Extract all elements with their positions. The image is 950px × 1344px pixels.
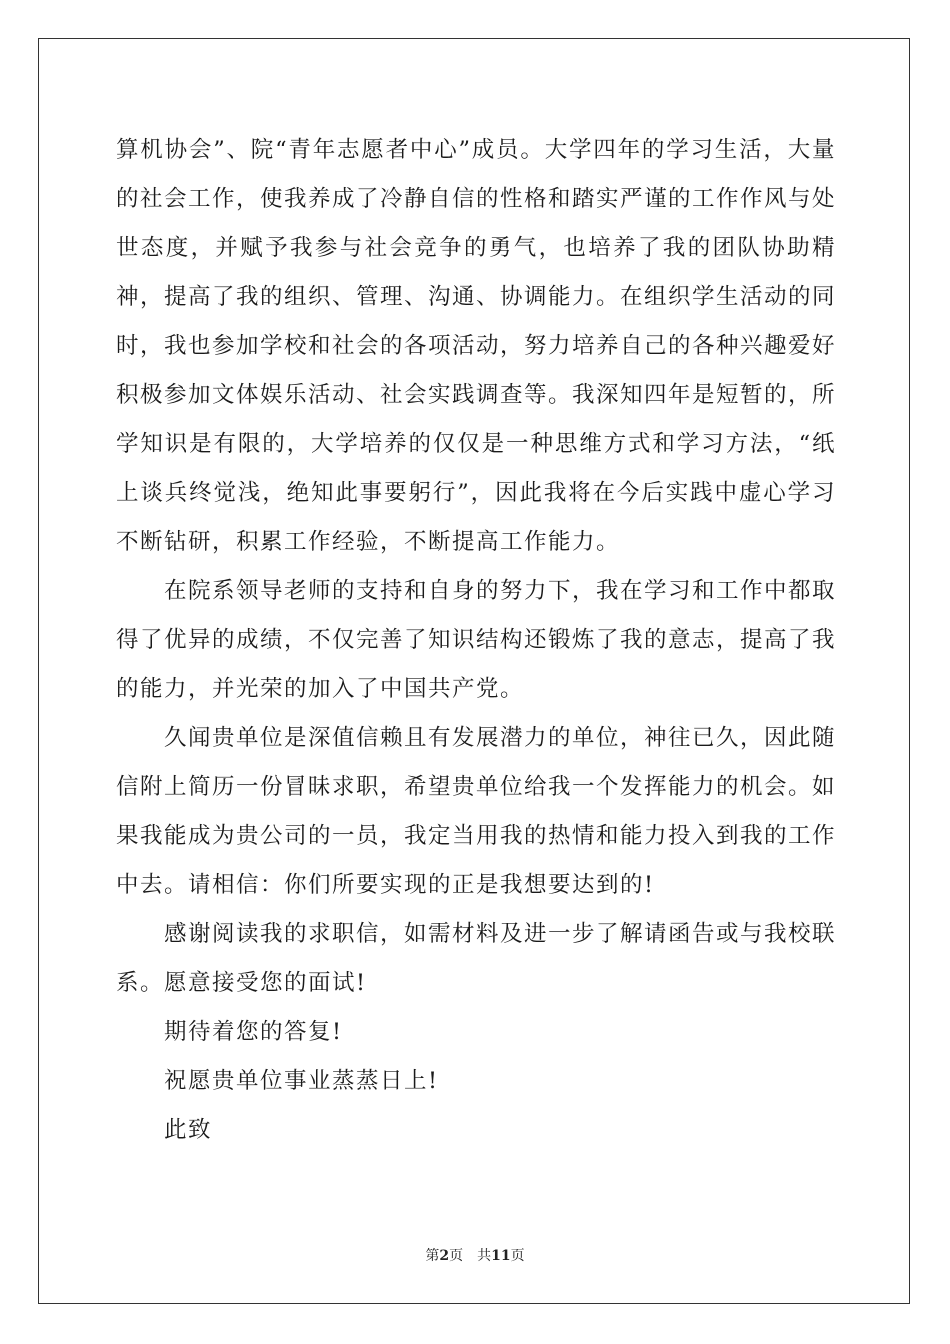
page-suffix: 页 — [449, 1248, 464, 1264]
page-number: 2 — [439, 1248, 450, 1264]
total-suffix: 页 — [510, 1248, 525, 1264]
page-footer — [0, 1246, 950, 1266]
paragraph-4: 感谢阅读我的求职信，如需材料及进一步了解请函告或与我校联系。愿意接受您的面试! — [116, 921, 837, 996]
paragraph-closing: 此致 — [164, 1117, 213, 1143]
paragraph-5: 期待着您的答复! — [164, 1019, 343, 1045]
document-body — [116, 126, 836, 1155]
total-prefix: 共 — [477, 1248, 492, 1264]
paragraph-1: 算机协会”、院“青年志愿者中心”成员。大学四年的学习生活，大量的社会工作，使我养成了冷静自信的性格和踏实严谨的工作作风与处世态度，并赋予我参与社会竞争的勇气，也培养了我的团队协助精神，提高了我的组织、管理、沟通、协调能力。在组织学生活动的同时，我也参加学校和社会的各项活动，努力培养自己的各种兴趣爱好积极参加文体娱乐活动、社会实践调查等。我深知四年是短暂的，所学知识是有限的，大学培养的仅仅是一种思维方式和学习方法，“纸上谈兵终觉浅，绝知此事要躬行”，因此我将在今后实践中虚心学习不断钻研，积累工作经验，不断提高工作能力。 — [116, 137, 837, 555]
paragraph-6: 祝愿贵单位事业蒸蒸日上! — [164, 1068, 439, 1094]
total-pages: 11 — [491, 1248, 511, 1264]
paragraph-2: 在院系领导老师的支持和自身的努力下，我在学习和工作中都取得了优异的成绩，不仅完善了知识结构还锻炼了我的意志，提高了我的能力，并光荣的加入了中国共产党。 — [116, 578, 837, 702]
paragraph-3: 久闻贵单位是深值信赖且有发展潜力的单位，神往已久，因此随信附上简历一份冒昧求职，希望贵单位给我一个发挥能力的机会。如果我能成为贵公司的一员，我定当用我的热情和能力投入到我的工作中去。请相信：你们所要实现的正是我想要达到的! — [116, 725, 837, 898]
page-prefix: 第 — [425, 1248, 440, 1264]
